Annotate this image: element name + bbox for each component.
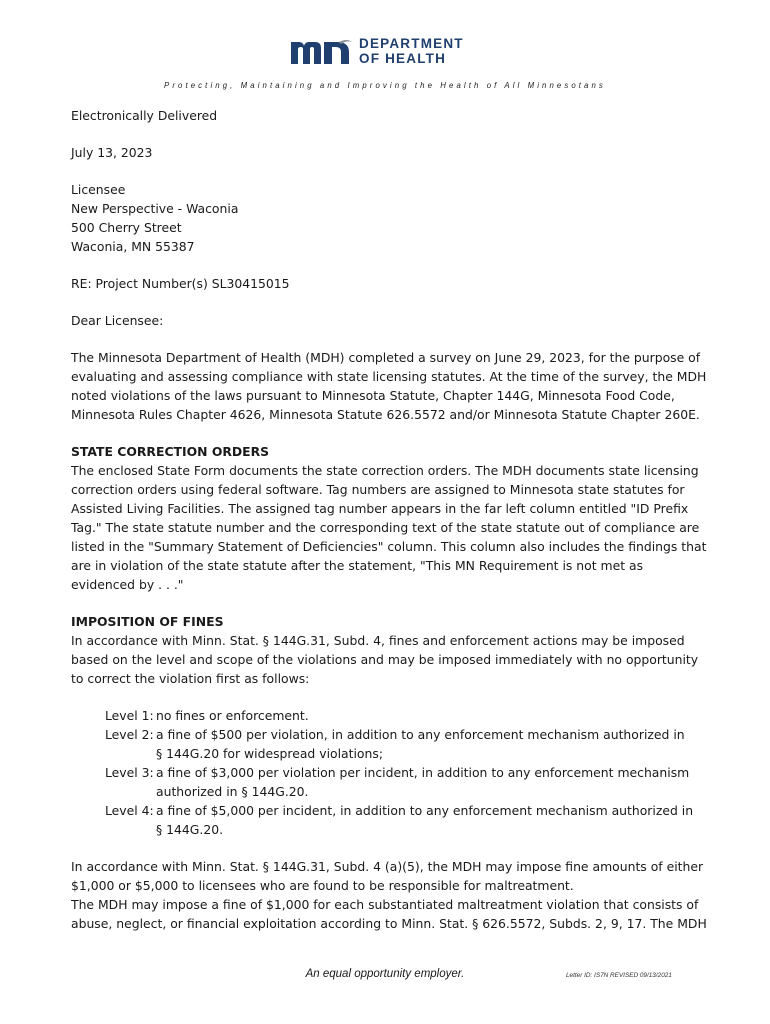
text-line: evaluating and assessing compliance with state licensing statutes. At the time of the survey, the MDH [71, 369, 707, 384]
intro-paragraph [71, 348, 707, 424]
text-line: correction orders using federal software. Tag numbers are assigned to Minnesota state statutes for [71, 482, 685, 497]
level-label: Level 3: [105, 765, 154, 780]
level-text: § 144G.20 for widespread violations; [156, 746, 383, 761]
text-line: In accordance with Minn. Stat. § 144G.31, Subd. 4 (a)(5), the MDH may impose fine amounts of either [71, 859, 704, 874]
text-line: In accordance with Minn. Stat. § 144G.31, Subd. 4, fines and enforcement actions may be imposed [71, 633, 685, 648]
footer-letter-id: Letter ID: IS7N REVISED 09/13/2021 [566, 972, 672, 979]
text-line: listed in the "Summary Statement of Deficiencies" column. This column also includes the findings that [71, 539, 707, 554]
level-text: a fine of $3,000 per violation per incident, in addition to any enforcement mechanism [156, 765, 690, 780]
text-line: $1,000 or $5,000 to licensees who are found to be responsible for maltreatment. [71, 878, 574, 893]
footer-equal-opportunity: An equal opportunity employer. [305, 968, 465, 980]
letter-date: July 13, 2023 [71, 145, 153, 160]
text-line: are in violation of the state statute after the statement, "This MN Requirement is not met as [71, 558, 644, 573]
text-line: Tag." The state statute number and the corresponding text of the state statute out of compliance are [71, 520, 700, 535]
address-line: 500 Cherry Street [71, 220, 182, 235]
letter-body [71, 106, 707, 933]
text-line: noted violations of the laws pursuant to Minnesota Statute, Chapter 144G, Minnesota Food Code, [71, 388, 675, 403]
fine-level-item [105, 763, 699, 801]
text-line: The Minnesota Department of Health (MDH) completed a survey on June 29, 2023, for the purpose of [71, 350, 701, 365]
text-line: to correct the violation first as follows: [71, 671, 310, 686]
logo-line-2: OF HEALTH [359, 51, 447, 66]
address-line: Waconia, MN 55387 [71, 239, 195, 254]
level-label: Level 4: [105, 803, 154, 818]
address-line: New Perspective - Waconia [71, 201, 239, 216]
section-heading: IMPOSITION OF FINES [71, 614, 224, 629]
re-line: RE: Project Number(s) SL30415015 [71, 276, 290, 291]
text-line: The enclosed State Form documents the state correction orders. The MDH documents state licensing [71, 463, 699, 478]
text-line: Minnesota Rules Chapter 4626, Minnesota Statute 626.5572 and/or Minnesota Statute Chapter 260E. [71, 407, 700, 422]
level-text: a fine of $500 per violation, in addition to any enforcement mechanism authorized in [156, 727, 685, 742]
fine-levels-list [105, 706, 699, 839]
delivery-method: Electronically Delivered [71, 108, 218, 123]
fine-level-item [105, 706, 699, 725]
level-label: Level 1: [105, 708, 154, 723]
level-text: authorized in § 144G.20. [156, 784, 309, 799]
section-heading: STATE CORRECTION ORDERS [71, 444, 270, 459]
tagline: Protecting, Maintaining and Improving the Health of All Minnesotans [164, 81, 606, 90]
level-label: Level 2: [105, 727, 154, 742]
correction-orders-section [71, 442, 707, 594]
logo-line-1: DEPARTMENT [359, 36, 464, 51]
text-line: Assisted Living Facilities. The assigned tag number appears in the far left column entitled "ID Prefix [71, 501, 689, 516]
text-line: based on the level and scope of the violations and may be imposed immediately with no opportunity [71, 652, 699, 667]
address-block [71, 180, 699, 256]
text-line: The MDH may impose a fine of $1,000 for each substantiated maltreatment violation that consists of [71, 897, 699, 912]
logo-wordmark [359, 36, 464, 66]
fine-level-item [105, 801, 699, 839]
fine-level-item [105, 725, 699, 763]
level-text: § 144G.20. [156, 822, 224, 837]
level-text: no fines or enforcement. [156, 708, 309, 723]
mdh-logo [289, 36, 464, 66]
text-line: evidenced by . . ." [71, 577, 184, 592]
text-line: abuse, neglect, or financial exploitation according to Minn. Stat. § 626.5572, Subds. 2, 9, 17. The MDH [71, 916, 707, 931]
salutation: Dear Licensee: [71, 313, 164, 328]
level-text: a fine of $5,000 per incident, in addition to any enforcement mechanism authorized in [156, 803, 694, 818]
fines-section [71, 612, 699, 688]
closing-paragraph [71, 857, 707, 933]
address-line: Licensee [71, 182, 126, 197]
mn-logo-icon [289, 36, 353, 66]
